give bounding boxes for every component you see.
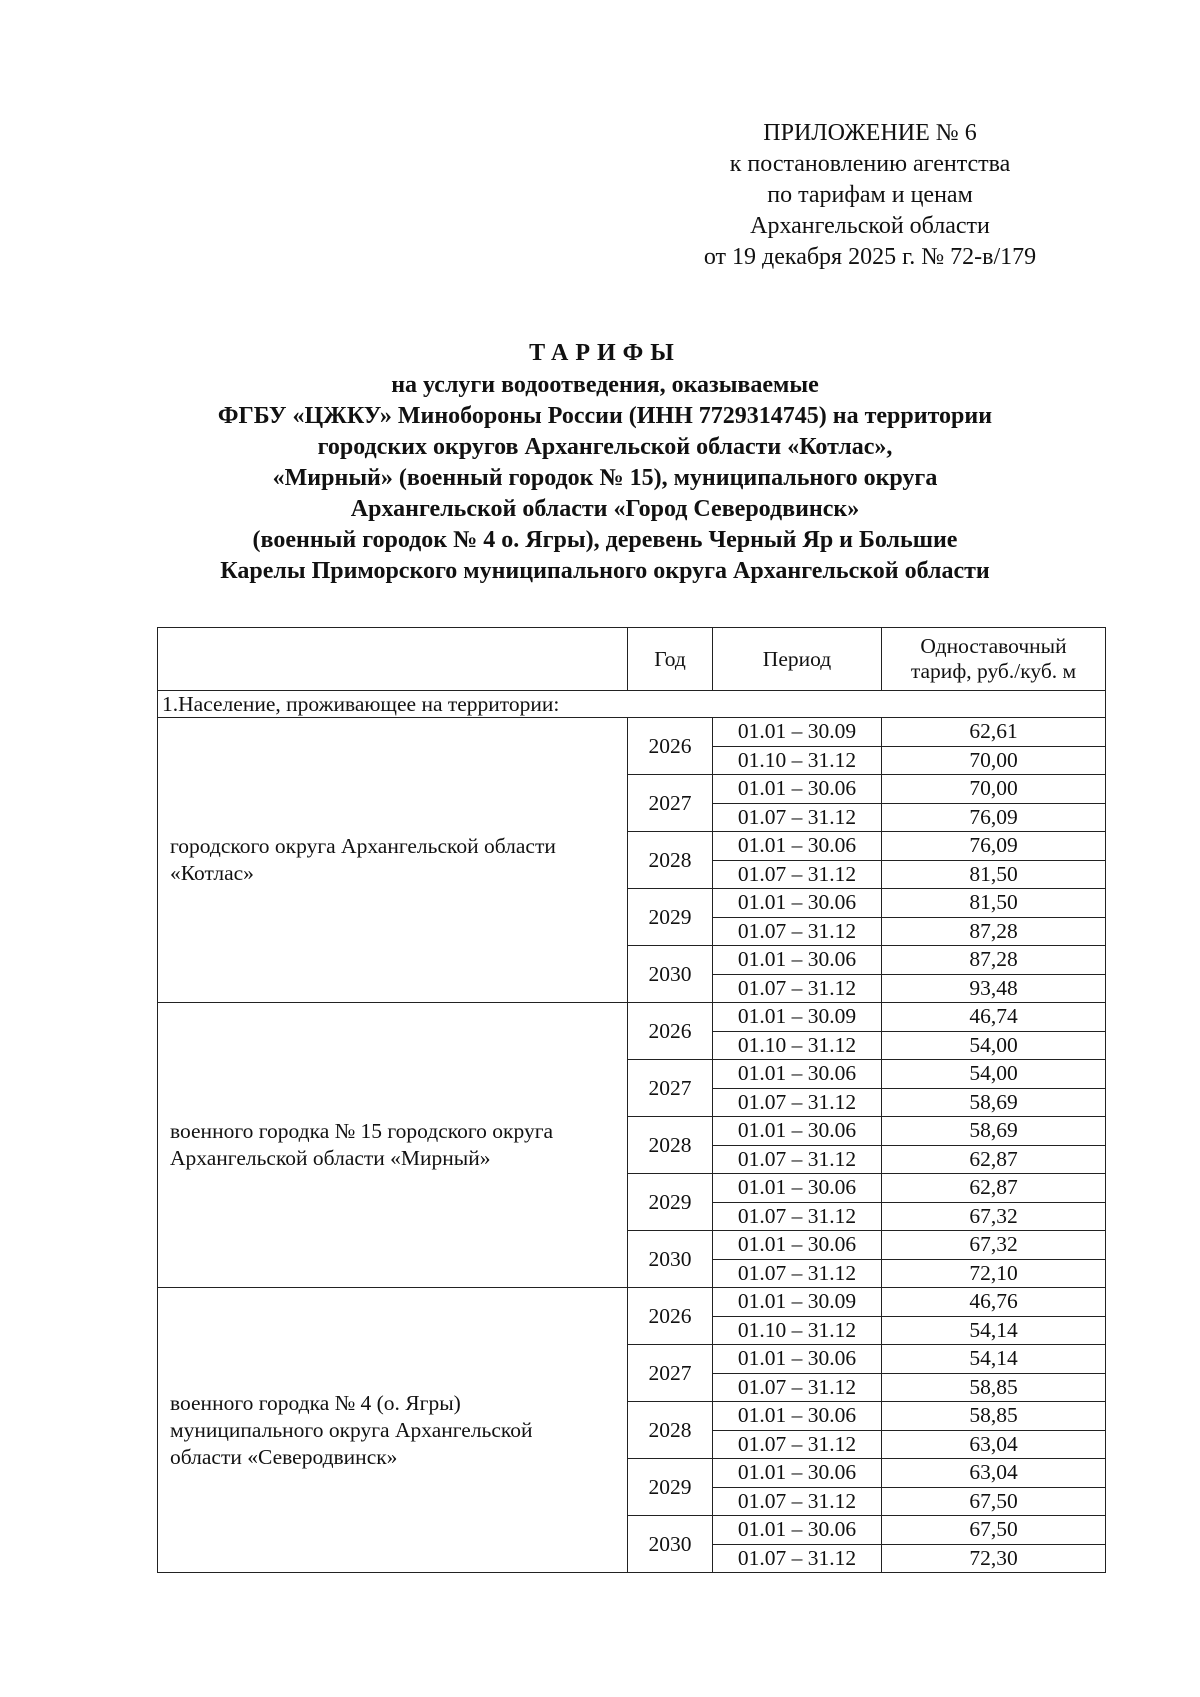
tariff-cell: 67,32 — [882, 1202, 1106, 1231]
header-period: Период — [713, 628, 882, 691]
period-cell: 01.01 – 30.06 — [713, 1117, 882, 1146]
table-row — [158, 1003, 1106, 1032]
period-cell: 01.07 – 31.12 — [713, 1202, 882, 1231]
tariff-cell: 46,76 — [882, 1288, 1106, 1317]
year-cell: 2029 — [628, 1459, 713, 1516]
header-year: Год — [628, 628, 713, 691]
appendix-date: от 19 декабря 2025 г. № 72-в/179 — [703, 244, 1037, 270]
tariff-cell: 62,87 — [882, 1174, 1106, 1203]
place-line: военного городка № 4 (о. Ягры) — [170, 1390, 461, 1415]
period-cell: 01.07 – 31.12 — [713, 1145, 882, 1174]
tariff-cell: 93,48 — [882, 974, 1106, 1003]
table-row — [158, 1288, 1106, 1317]
tariff-cell: 63,04 — [882, 1430, 1106, 1459]
place-line: «Котлас» — [170, 861, 254, 885]
appendix-line: Архангельской области — [750, 213, 990, 239]
table-header-row — [158, 628, 1106, 691]
title-line: Архангельской области «Город Северодвинск» — [350, 496, 860, 522]
place-line: муниципального округа Архангельской — [170, 1417, 533, 1442]
tariff-cell: 70,00 — [882, 746, 1106, 775]
period-cell: 01.10 – 31.12 — [713, 1031, 882, 1060]
place-cell — [158, 1003, 628, 1288]
period-cell: 01.07 – 31.12 — [713, 917, 882, 946]
section-row — [158, 691, 1106, 718]
header-place — [158, 628, 628, 691]
period-cell: 01.01 – 30.06 — [713, 1060, 882, 1089]
tariff-cell: 87,28 — [882, 946, 1106, 975]
tariff-cell: 87,28 — [882, 917, 1106, 946]
tariff-cell: 72,10 — [882, 1259, 1106, 1288]
tariff-cell: 54,00 — [882, 1060, 1106, 1089]
tariff-cell: 67,32 — [882, 1231, 1106, 1260]
period-cell: 01.01 – 30.06 — [713, 775, 882, 804]
period-cell: 01.07 – 31.12 — [713, 1487, 882, 1516]
tariff-cell: 62,61 — [882, 718, 1106, 747]
place-cell — [158, 1288, 628, 1573]
tariff-cell: 58,69 — [882, 1117, 1106, 1146]
title-heading: ТАРИФЫ — [529, 340, 681, 366]
place-line: военного городка № 15 городского округа — [170, 1119, 554, 1143]
period-cell: 01.10 – 31.12 — [713, 746, 882, 775]
year-cell: 2026 — [628, 718, 713, 775]
tariff-cell: 58,69 — [882, 1088, 1106, 1117]
year-cell: 2030 — [628, 1231, 713, 1288]
year-cell: 2026 — [628, 1003, 713, 1060]
period-cell: 01.01 – 30.06 — [713, 889, 882, 918]
period-cell: 01.01 – 30.06 — [713, 946, 882, 975]
tariff-cell: 67,50 — [882, 1487, 1106, 1516]
tariff-cell: 58,85 — [882, 1373, 1106, 1402]
tariff-cell: 70,00 — [882, 775, 1106, 804]
period-cell: 01.07 – 31.12 — [713, 1430, 882, 1459]
tariff-cell: 76,09 — [882, 832, 1106, 861]
period-cell: 01.01 – 30.09 — [713, 1288, 882, 1317]
tariff-cell: 54,00 — [882, 1031, 1106, 1060]
title-line: (военный городок № 4 о. Ягры), деревень Черный Яр и Большие — [252, 527, 958, 553]
period-cell: 01.01 – 30.06 — [713, 1459, 882, 1488]
tariff-cell: 72,30 — [882, 1544, 1106, 1573]
appendix-title: ПРИЛОЖЕНИЕ № 6 — [763, 120, 977, 146]
tariff-cell: 54,14 — [882, 1345, 1106, 1374]
header-tariff — [882, 628, 1106, 691]
period-cell: 01.01 – 30.06 — [713, 1174, 882, 1203]
year-cell: 2027 — [628, 1345, 713, 1402]
year-cell: 2028 — [628, 1402, 713, 1459]
header-tariff-line: Одноставочный — [920, 634, 1067, 658]
period-cell: 01.07 – 31.12 — [713, 1373, 882, 1402]
tariff-cell: 63,04 — [882, 1459, 1106, 1488]
tariff-cell: 62,87 — [882, 1145, 1106, 1174]
period-cell: 01.07 – 31.12 — [713, 860, 882, 889]
tariff-cell: 67,50 — [882, 1516, 1106, 1545]
period-cell: 01.07 – 31.12 — [713, 1544, 882, 1573]
year-cell: 2027 — [628, 1060, 713, 1117]
period-cell: 01.10 – 31.12 — [713, 1316, 882, 1345]
year-cell: 2028 — [628, 832, 713, 889]
tariff-cell: 81,50 — [882, 889, 1106, 918]
year-cell: 2029 — [628, 889, 713, 946]
year-cell: 2027 — [628, 775, 713, 832]
year-cell: 2030 — [628, 1516, 713, 1573]
period-cell: 01.01 – 30.06 — [713, 1345, 882, 1374]
period-cell: 01.01 – 30.09 — [713, 718, 882, 747]
place-line: городского округа Архангельской области — [170, 834, 556, 858]
place-cell — [158, 718, 628, 1003]
year-cell: 2026 — [628, 1288, 713, 1345]
period-cell: 01.07 – 31.12 — [713, 1259, 882, 1288]
period-cell: 01.01 – 30.09 — [713, 1003, 882, 1032]
tariff-cell: 58,85 — [882, 1402, 1106, 1431]
table-row — [158, 718, 1106, 747]
period-cell: 01.07 – 31.12 — [713, 974, 882, 1003]
place-line: области «Северодвинск» — [170, 1444, 398, 1469]
header-tariff-line: тариф, руб./куб. м — [910, 659, 1077, 683]
section-title: 1.Население, проживающее на территории: — [158, 691, 1106, 718]
tariff-cell: 81,50 — [882, 860, 1106, 889]
title-line: «Мирный» (военный городок № 15), муниципального округа — [272, 465, 938, 491]
period-cell: 01.01 – 30.06 — [713, 1231, 882, 1260]
period-cell: 01.07 – 31.12 — [713, 1088, 882, 1117]
title-line: городских округов Архангельской области «Котлас», — [317, 434, 893, 460]
year-cell: 2030 — [628, 946, 713, 1003]
period-cell: 01.01 – 30.06 — [713, 1402, 882, 1431]
appendix-line: к постановлению агентства — [729, 151, 1011, 177]
tariff-cell: 76,09 — [882, 803, 1106, 832]
title-line: на услуги водоотведения, оказываемые — [391, 372, 819, 398]
title-line: ФГБУ «ЦЖКУ» Минобороны России (ИНН 7729314745) на территории — [217, 403, 993, 429]
appendix-block — [660, 118, 1080, 273]
period-cell: 01.01 – 30.06 — [713, 1516, 882, 1545]
period-cell: 01.07 – 31.12 — [713, 803, 882, 832]
place-line: Архангельской области «Мирный» — [170, 1146, 491, 1170]
year-cell: 2029 — [628, 1174, 713, 1231]
tariff-table — [157, 627, 1106, 1573]
appendix-line: по тарифам и ценам — [767, 182, 973, 208]
tariff-cell: 46,74 — [882, 1003, 1106, 1032]
tariff-cell: 54,14 — [882, 1316, 1106, 1345]
period-cell: 01.01 – 30.06 — [713, 832, 882, 861]
title-line: Карелы Приморского муниципального округа Архангельской области — [220, 558, 990, 584]
year-cell: 2028 — [628, 1117, 713, 1174]
document-title — [120, 338, 1090, 587]
